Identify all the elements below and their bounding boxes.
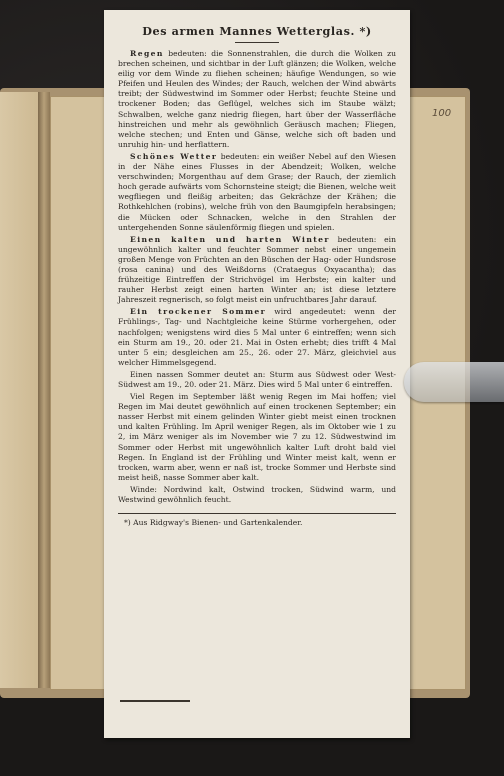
paragraph-wet-summer: Einen nassen Sommer deutet an: Sturm aus Südwest oder West-Südwest am 19., 20. oder 21. März. Dies wird 5 Mal unter 6 eintreffen. (118, 369, 396, 389)
paragraph-dry-summer: Ein trockener Sommer wird angedeutet: wenn der Frühlings-, Tag- und Nachtgleiche keine Stürme vorhergehen, oder nachfolgen; wenigstens wird dies 5 Mal unter 6 eintreffen; wenn sich ein Sturm am 19., 20. oder 21. Mai in Osten erhebt; dies trifft 4 Mal unter 5 ein; desgleichen am 25., 26. oder 27. März, gleichviel aus welcher Himmelsgegend. (118, 307, 396, 367)
title-rule (235, 42, 279, 43)
plastic-clip (404, 362, 504, 402)
newspaper-clipping (104, 10, 410, 738)
bottom-rule (120, 700, 190, 702)
paragraph-rain-rules: Viel Regen im September läßt wenig Regen im Mai hoffen; viel Regen im Mai deutet gewöhnlich auf einen trockenen September; ein nasser Herbst mit einem gelinden Winter giebt meist einen trocknen und kalten Frühling. Im April weniger Regen, als im Oktober wie 1 zu 2, im März weniger als im November wie 7 zu 12. Südwestwind im Sommer oder Herbst mit ungewöhnlich kalter Luft droht bald viel Regen. In England ist der Frühling und Winter meist kalt, wenn er trocken, warm aber, wenn er naß ist, trocke Sommer und Herbste sind meist heiß, nasse Sommer aber kalt. (118, 392, 396, 482)
clipping-title: Des armen Mannes Wetterglas. *) (142, 24, 372, 38)
footnote-rule (118, 513, 396, 514)
footnote: *) Aus Ridgway's Bienen- und Gartenkalender. (124, 518, 303, 528)
paragraph-winds: Winde: Nordwind kalt, Ostwind trocken, Südwind warm, und Westwind gewöhnlich feucht. (118, 484, 396, 505)
paragraph-hard-winter: Einen kalten und harten Winter bedeuten: ein ungewöhnlich kalter und feuchter Sommer nebst einer ungemein großen Menge von Früchten an den Büschen der Hag- oder Hundsrose (rosa canina) und des Weißdorns (Crataegus Oxyacantha); das frühzeitige Eintreffen der Strichvögel im Herbste; ein kalter und rauher Herbst zeigt einen harten Winter an; ist diese letztere Jahreszeit regnerisch, so folgt meist ein unfruchtbares Jahr darauf. (118, 234, 396, 305)
paragraph-fair-weather: Schönes Wetter bedeuten: ein weißer Nebel auf den Wiesen in der Nähe eines Flusses in der Abendzeit; Wolken, welche verschwinden; Morgenthau auf dem Grase; der Rauch, der ziemlich hoch gerade aufwärts vom Schornsteine steigt; die Bienen, welche weit wegfliegen und fleißig arbeiten; das Gekrächze der Krähen; die Rothkehlchen (robins), welche früh von den Baumgipfeln herabsingen; die Mücken oder Schnacken, welche in den Strahlen der untergehenden Sonne säulenförmig fliegen und spielen. (118, 151, 396, 232)
book-left-page (0, 92, 41, 688)
page-number: 100 (432, 108, 452, 119)
clipping-content (118, 24, 396, 528)
paragraph-rain: Regen bedeuten: die Sonnenstrahlen, die durch die Wolken zu brechen scheinen, und sichtbar in der Luft glänzen; die Wolken, welche eilig vor dem Winde zu fliehen scheinen; häufige Wendungen, so wie Pfeifen und Heulen des Windes; der Rauch, welchen der Wind abwärts treibt; der Südwestwind im Sommer oder Herbst; feuchte Steine und trockener Boden; das Geflügel, welches sich im Staube wälzt; Schwalben, welche ganz niedrig fliegen, hart über der Wasserfläche hinstreichen und mehr als gewöhnlich Geräusch machen; Fliegen, welche stechen; und Enten und Gänse, welche sich oft baden und unruhig hin- und herflattern. (118, 49, 396, 149)
book-spine (38, 92, 50, 688)
